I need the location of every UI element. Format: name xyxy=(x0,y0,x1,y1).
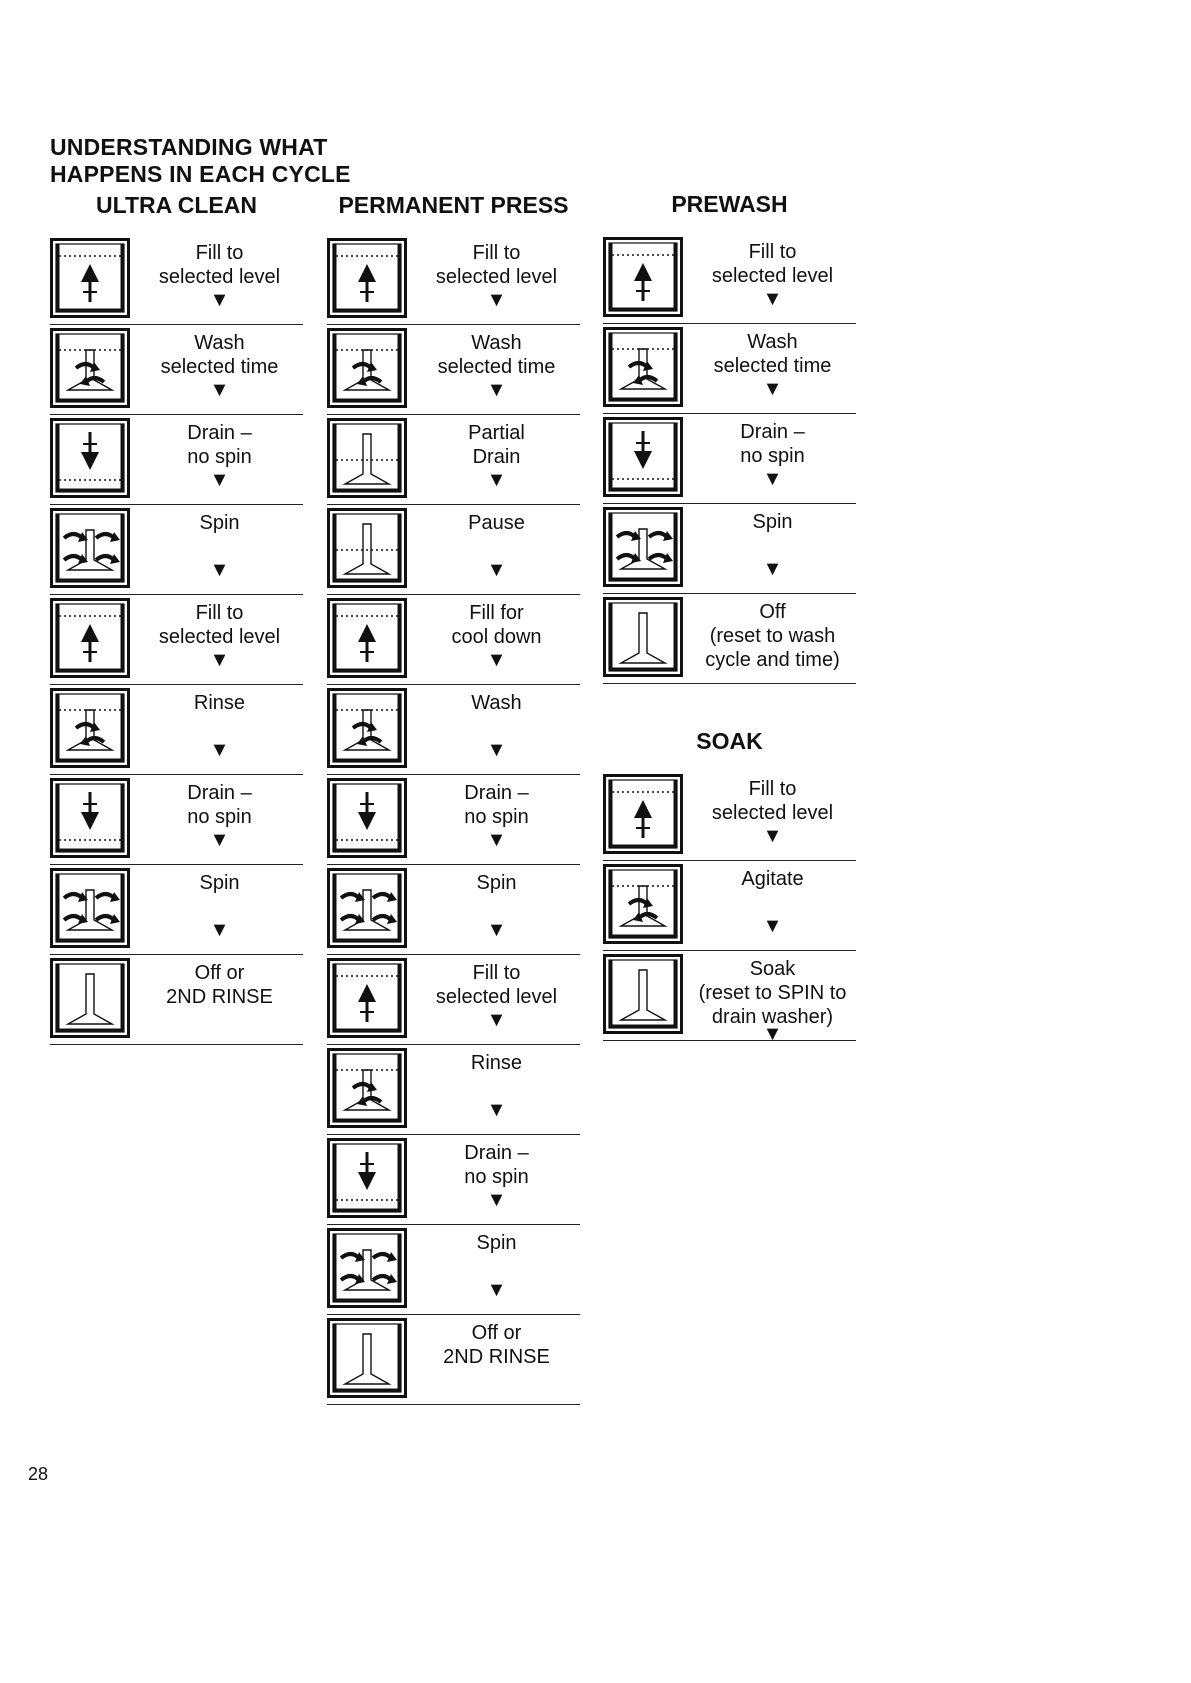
wash-icon xyxy=(603,327,683,407)
step-label: Fill to selected level xyxy=(711,241,834,287)
next-step-arrow-icon: ▼ xyxy=(762,1023,783,1045)
step-label: Drain – no spin xyxy=(187,422,252,468)
step-label: Soak (reset to SPIN to drain washer) xyxy=(698,958,847,1028)
next-step-arrow-icon: ▼ xyxy=(209,739,230,761)
cycle-step xyxy=(327,954,580,1045)
step-label: Off or 2ND RINSE xyxy=(166,962,273,1008)
cycle-step xyxy=(603,323,856,414)
partial-drain-icon xyxy=(327,418,407,498)
cycle-step xyxy=(327,684,580,775)
next-step-arrow-icon: ▼ xyxy=(486,1099,507,1121)
cycle-step xyxy=(50,414,303,505)
next-step-arrow-icon: ▼ xyxy=(762,288,783,310)
cycle-step xyxy=(50,954,303,1045)
heading-line-2: HAPPENS IN EACH CYCLE xyxy=(50,161,351,187)
step-label: Partial Drain xyxy=(468,422,525,468)
spin-icon xyxy=(327,868,407,948)
next-step-arrow-icon: ▼ xyxy=(209,649,230,671)
wash-icon xyxy=(50,688,130,768)
spin-icon xyxy=(327,1228,407,1308)
step-label: Fill for cool down xyxy=(451,602,542,648)
cycle-step xyxy=(327,1134,580,1225)
step-label: Drain – no spin xyxy=(464,1142,529,1188)
step-label: Spin xyxy=(199,872,240,894)
cycle-step xyxy=(327,1224,580,1315)
next-step-arrow-icon: ▼ xyxy=(486,469,507,491)
drain-icon xyxy=(327,778,407,858)
step-label: Wash selected time xyxy=(160,332,279,378)
fill-icon xyxy=(327,238,407,318)
next-step-arrow-icon: ▼ xyxy=(209,559,230,581)
step-label: Drain – no spin xyxy=(187,782,252,828)
wash-icon xyxy=(50,328,130,408)
cycle-step xyxy=(603,770,856,861)
step-label: Wash selected time xyxy=(437,332,556,378)
cycle-step xyxy=(327,594,580,685)
step-label: Wash selected time xyxy=(713,331,832,377)
page-heading xyxy=(50,134,351,188)
step-label: Wash xyxy=(471,692,522,714)
cycle-step xyxy=(603,950,856,1045)
next-step-arrow-icon: ▼ xyxy=(209,919,230,941)
cycle-step xyxy=(50,324,303,415)
next-step-arrow-icon: ▼ xyxy=(762,825,783,847)
wash-icon xyxy=(327,328,407,408)
next-step-arrow-icon: ▼ xyxy=(209,379,230,401)
next-step-arrow-icon: ▼ xyxy=(486,1279,507,1301)
cycle-step xyxy=(50,504,303,595)
step-label: Off (reset to wash cycle and time) xyxy=(705,601,840,671)
cycle-step xyxy=(327,414,580,505)
drain-icon xyxy=(50,418,130,498)
partial-drain-icon xyxy=(327,508,407,588)
cycle-step xyxy=(603,233,856,324)
cycle-step xyxy=(50,234,303,325)
cycle-title: PREWASH xyxy=(671,191,788,217)
step-label: Fill to selected level xyxy=(435,242,558,288)
fill-icon xyxy=(50,238,130,318)
step-label: Drain – no spin xyxy=(740,421,805,467)
cycle-step xyxy=(327,234,580,325)
cycle-step xyxy=(50,594,303,685)
next-step-arrow-icon: ▼ xyxy=(486,559,507,581)
cycle-title: SOAK xyxy=(696,728,763,754)
cycle-title: ULTRA CLEAN xyxy=(96,192,257,218)
next-step-arrow-icon: ▼ xyxy=(486,919,507,941)
next-step-arrow-icon: ▼ xyxy=(486,379,507,401)
step-label: Off or 2ND RINSE xyxy=(443,1322,550,1368)
cycle-step xyxy=(603,413,856,504)
drain-icon xyxy=(50,778,130,858)
fill-icon xyxy=(327,958,407,1038)
step-label: Fill to selected level xyxy=(158,242,281,288)
cycle-step xyxy=(327,504,580,595)
spin-icon xyxy=(603,507,683,587)
wash-icon xyxy=(603,864,683,944)
step-label: Drain – no spin xyxy=(464,782,529,828)
next-step-arrow-icon: ▼ xyxy=(762,378,783,400)
off-icon xyxy=(603,597,683,677)
fill-icon xyxy=(603,774,683,854)
cycle-step xyxy=(327,864,580,955)
step-label: Fill to selected level xyxy=(158,602,281,648)
cycle-step xyxy=(327,774,580,865)
step-label: Rinse xyxy=(470,1052,523,1074)
cycle-step xyxy=(603,503,856,594)
step-label: Spin xyxy=(199,512,240,534)
wash-icon xyxy=(327,688,407,768)
cycle-step xyxy=(50,774,303,865)
cycle-step xyxy=(50,864,303,955)
step-label: Agitate xyxy=(741,868,804,890)
next-step-arrow-icon: ▼ xyxy=(209,289,230,311)
spin-icon xyxy=(50,868,130,948)
cycle-step xyxy=(327,1044,580,1135)
next-step-arrow-icon: ▼ xyxy=(486,649,507,671)
next-step-arrow-icon: ▼ xyxy=(486,1189,507,1211)
next-step-arrow-icon: ▼ xyxy=(762,558,783,580)
step-label: Fill to selected level xyxy=(711,778,834,824)
cycle-title: PERMANENT PRESS xyxy=(338,192,569,218)
next-step-arrow-icon: ▼ xyxy=(486,1009,507,1031)
step-label: Spin xyxy=(476,1232,517,1254)
fill-icon xyxy=(50,598,130,678)
step-label: Fill to selected level xyxy=(435,962,558,1008)
next-step-arrow-icon: ▼ xyxy=(209,469,230,491)
wash-icon xyxy=(327,1048,407,1128)
next-step-arrow-icon: ▼ xyxy=(486,829,507,851)
cycle-step xyxy=(327,324,580,415)
spin-icon xyxy=(50,508,130,588)
next-step-arrow-icon: ▼ xyxy=(762,915,783,937)
next-step-arrow-icon: ▼ xyxy=(762,468,783,490)
step-label: Rinse xyxy=(193,692,246,714)
fill-icon xyxy=(327,598,407,678)
drain-icon xyxy=(327,1138,407,1218)
next-step-arrow-icon: ▼ xyxy=(486,739,507,761)
step-label: Spin xyxy=(752,511,793,533)
off-icon xyxy=(327,1318,407,1398)
next-step-arrow-icon: ▼ xyxy=(486,289,507,311)
step-label: Spin xyxy=(476,872,517,894)
step-label: Pause xyxy=(468,512,525,534)
drain-icon xyxy=(603,417,683,497)
page-number: 28 xyxy=(28,1464,49,1484)
cycle-step xyxy=(327,1314,580,1405)
fill-icon xyxy=(603,237,683,317)
next-step-arrow-icon: ▼ xyxy=(209,829,230,851)
cycle-step xyxy=(603,593,856,684)
heading-line-1: UNDERSTANDING WHAT xyxy=(50,134,328,160)
cycle-step xyxy=(603,860,856,951)
cycle-step xyxy=(50,684,303,775)
off-icon xyxy=(603,954,683,1034)
off-icon xyxy=(50,958,130,1038)
